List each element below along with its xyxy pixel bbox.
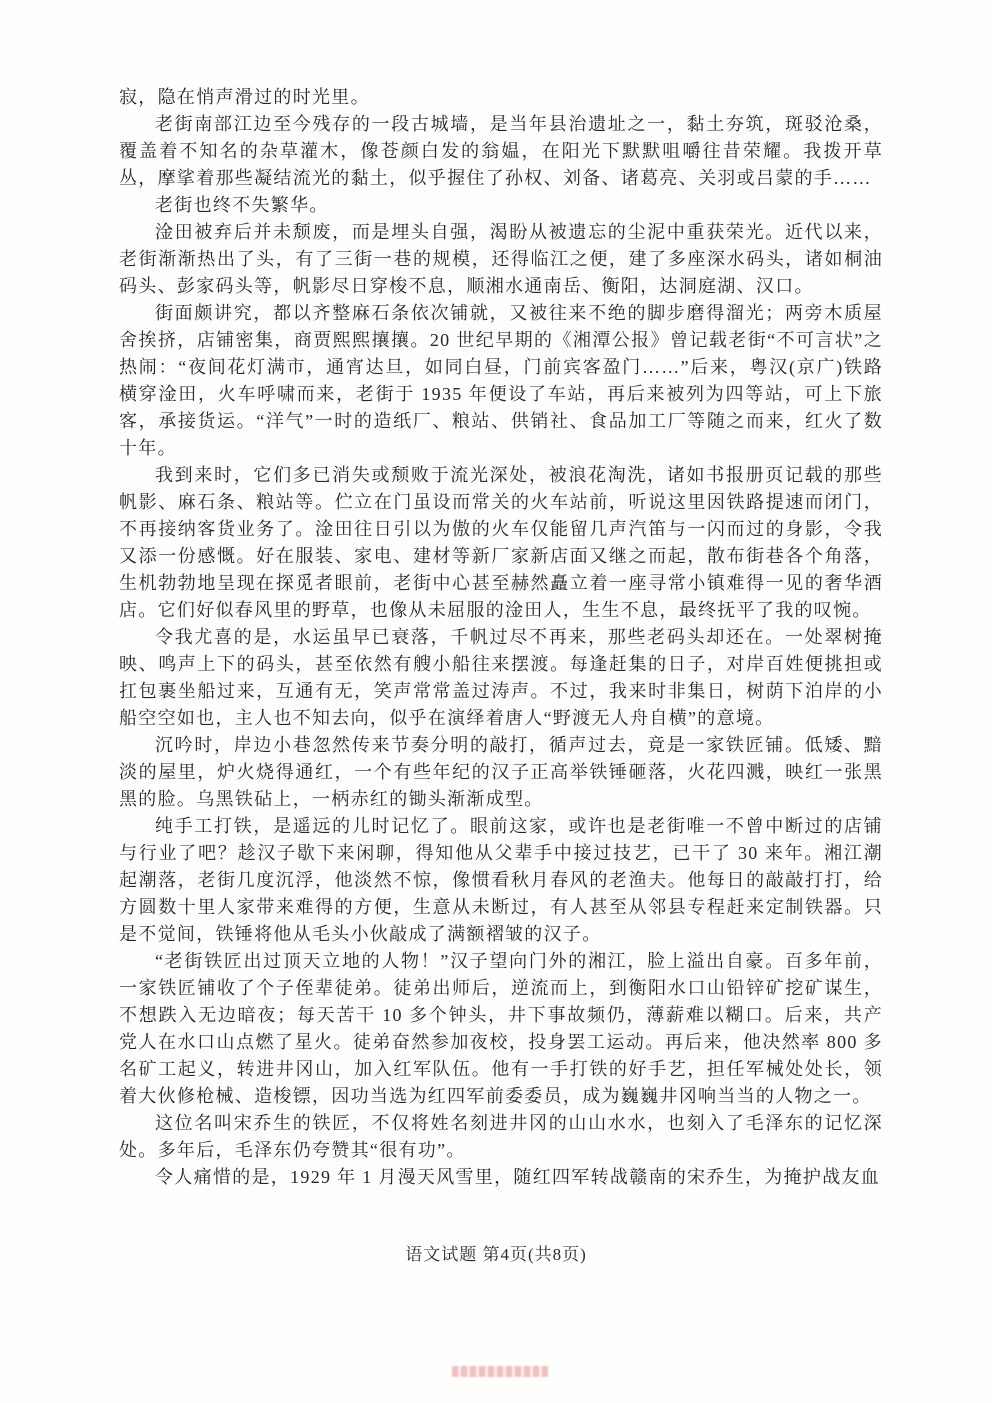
paragraph: 老街南部江边至今残存的一段古城墙，是当年县治遗址之一，黏土夯筑，斑驳沧桑，覆盖着不知名的杂草灌木，像苍颜白发的翁媪，在阳光下默默咀嚼往昔荣耀。我拨开草丛，摩挲着那些凝结流光的黏土，似乎握住了孙权、刘备、诸葛亮、关羽或吕蒙的手……: [119, 114, 883, 188]
paragraph: 我到来时，它们多已消失或颓败于流光深处，被浪花淘洗，诸如书报册页记载的那些帆影、麻石条、粮站等。伫立在门虽设而常关的火车站前，听说这里因铁路提速而闭门，不再接纳客货业务了。淦田往日引以为傲的火车仅能留几声汽笛与一闪而过的身影，令我又添一份感慨。好在服装、家电、建材等新厂家新店面又继之而起，散布街巷各个角落，生机勃勃地呈现在探觅者眼前，老街中心甚至赫然矗立着一座寻常小镇难得一见的奢华酒店。它们好似春风里的野草，也像从未屈服的淦田人，生生不息，最终抚平了我的叹惋。: [119, 465, 883, 620]
paragraph: 令我尤喜的是，水运虽早已衰落，千帆过尽不再来，那些老码头却还在。一处翠树掩映、鸣声上下的码头，甚至依然有艘小船往来摆渡。每逢赶集的日子，对岸百姓便挑担或扛包裹坐船过来，互通有无，笑声常常盖过涛声。不过，我来时非集日，树荫下泊岸的小船空空如也，主人也不知去向，似乎在演绎着唐人“野渡无人舟自横”的意境。: [119, 627, 883, 728]
page-footer: 语文试题 第4页(共8页): [405, 1245, 587, 1264]
paragraph: 这位名叫宋乔生的铁匠，不仅将姓名刻进井冈的山山水水，也刻入了毛泽东的记忆深处。多年后，毛泽东仍夸赞其“很有功”。: [119, 1113, 883, 1160]
paragraph: 寂，隐在悄声滑过的时光里。: [119, 87, 370, 107]
paragraph: 老街也终不失繁华。: [155, 195, 329, 215]
red-watermark: [452, 1366, 548, 1377]
paragraph: 淦田被弃后并未颓废，而是埋头自强，渴盼从被遗忘的尘泥中重获荣光。近代以来，老街渐渐热出了头，有了三街一巷的规模，还得临江之便，建了多座深水码头，诸如桐油码头、彭家码头等，帆影尽日穿梭不息，顺湘水通南岳、衡阳，达洞庭湖、汉口。: [119, 222, 883, 296]
paragraph: 沉吟时，岸边小巷忽然传来节奏分明的敲打，循声过去，竟是一家铁匠铺。低矮、黯淡的屋里，炉火烧得通红，一个有些年纪的汉子正高举铁锤砸落，火花四溅，映红一张黑黑的脸。乌黑铁砧上，一柄赤红的锄头渐渐成型。: [119, 735, 883, 809]
paragraph: 纯手工打铁，是遥远的儿时记忆了。眼前这家，或许也是老街唯一不曾中断过的店铺与行业了吧？趁汉子歇下来闲聊，得知他从父辈手中接过技艺，已干了 30 来年。湘江潮起潮落，老街几度沉浮，他淡然不惊，像惯看秋月春风的老渔夫。他每日的敲敲打打，给方圆数十里人家带来难得的方便，生意从未断过，有人甚至从邻县专程赶来定制铁器。只是不觉间，铁锤将他从毛头小伙敲成了满额褶皱的汉子。: [119, 816, 883, 944]
paragraph: 令人痛惜的是，1929 年 1 月漫天风雪里，随红四军转战赣南的宋乔生，为掩护战友血: [155, 1167, 881, 1187]
paragraph: “老街铁匠出过顶天立地的人物！”汉子望向门外的湘江，脸上溢出自豪。百多年前，一家铁匠铺收了个子侄辈徒弟。徒弟出师后，逆流而上，到衡阳水口山铅锌矿挖矿谋生，不想跌入无边暗夜；每天苦干 10 多个钟头，井下事故频仍，薄薪难以糊口。后来，共产党人在水口山点燃了星火。徒弟奋然参加夜校，投身罢工运动。再后来，他决然率 800 多名矿工起义，转进井冈山，加入红军队伍。他有一手打铁的好手艺，担任军械处处长，领着大伙修枪械、造梭镖，因功当选为红四军前委委员，成为巍巍井冈响当当的人物之一。: [119, 951, 883, 1106]
reading-passage: [119, 84, 883, 1191]
paragraph: 街面颇讲究，都以齐整麻石条依次铺就，又被往来不绝的脚步磨得溜光；两旁木质屋舍挨挤，店铺密集，商贾熙熙攘攘。20 世纪早期的《湘潭公报》曾记载老街“不可言状”之热闹：“夜间花灯满市，通宵达旦，如同白昼，门前宾客盈门……”后来，粤汉(京广)铁路横穿淦田，火车呼啸而来，老街于 1935 年便设了车站，再后来被列为四等站，可上下旅客，承接货运。“洋气”一时的造纸厂、粮站、供销社、食品加工厂等随之而来，红火了数十年。: [119, 303, 883, 458]
